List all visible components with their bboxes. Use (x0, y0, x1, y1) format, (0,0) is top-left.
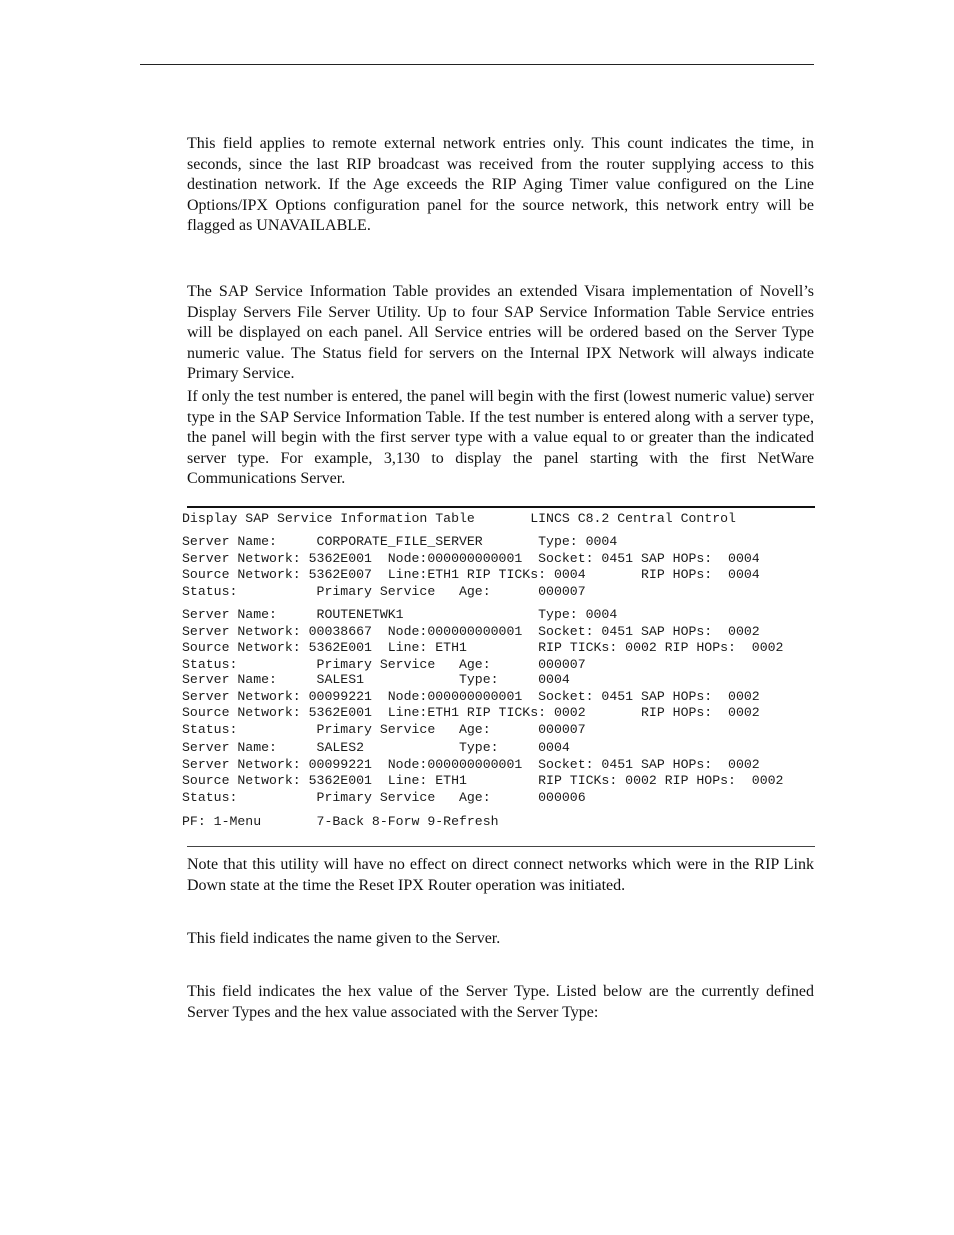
panel-header: Display SAP Service Information Table LINCS C8.2 Central Control (182, 511, 736, 526)
source-network-line: Source Network: 5362E001 Line:ETH1 RIP TICKs: 0002 RIP HOPs: 0002 (182, 705, 760, 721)
status-line: Status: Primary Service Age: 000007 (182, 583, 586, 599)
age-description: This field applies to remote external network entries only. This count indicates the time, in seconds, since the last RIP broadcast was received from the router supplying access to this destination network. If the Age exceeds the RIP Aging Timer value configured on the Line Options/IPX Options configuration panel for the source network, this network entry will be flagged as UNAVAILABLE. (187, 135, 814, 235)
server-name-description: This field indicates the name given to the Server. (187, 930, 501, 947)
source-network-line: Source Network: 5362E001 Line: ETH1 RIP TICKs: 0002 RIP HOPs: 0002 (182, 640, 784, 656)
server-network-line: Server Network: 00099221 Node:000000000001 Socket: 0451 SAP HOPs: 0002 (182, 756, 760, 772)
status-line: Status: Primary Service Age: 000007 (182, 721, 586, 737)
server-network-line: Server Network: 5362E001 Node:000000000001 Socket: 0451 SAP HOPs: 0004 (182, 550, 760, 566)
source-network-line: Source Network: 5362E001 Line: ETH1 RIP TICKs: 0002 RIP HOPs: 0002 (182, 773, 784, 789)
server-name-line: Server Name: SALES1 Type: 0004 (182, 672, 570, 687)
reset-note: Note that this utility will have no effect on direct connect networks which were in the RIP Link Down state at the time the Reset IPX Router operation was initiated. (187, 856, 814, 894)
server-network-line: Server Network: 00038667 Node:000000000001 Socket: 0451 SAP HOPs: 0002 (182, 623, 760, 639)
test-number-description: If only the test number is entered, the panel will begin with the first (lowest numeric value) server type in the SAP Service Information Table. If the test number is entered along with a server type, the panel will begin with the first server type with a value equal to or greater than the indicated server type. For example, 3,130 to display the panel starting with the first NetWare Communications Server. (187, 388, 814, 488)
server-name-line: Server Name: SALES2 Type: 0004 (182, 740, 570, 755)
panel-top-rule (187, 506, 815, 508)
status-line: Status: Primary Service Age: 000006 (182, 789, 586, 805)
server-network-line: Server Network: 00099221 Node:000000000001 Socket: 0451 SAP HOPs: 0002 (182, 688, 760, 704)
status-line: Status: Primary Service Age: 000007 (182, 656, 586, 672)
server-name-line: Server Name: CORPORATE_FILE_SERVER Type: 0004 (182, 534, 618, 549)
header-rule (140, 64, 814, 65)
server-type-description: This field indicates the hex value of the Server Type. Listed below are the currently defined Server Types and the hex value associated with the Server Type: (187, 983, 814, 1021)
server-entry-1 (182, 534, 760, 600)
panel-bottom-rule (187, 846, 815, 847)
source-network-line: Source Network: 5362E007 Line:ETH1 RIP TICKs: 0004 RIP HOPs: 0004 (182, 567, 760, 583)
server-entry-3 (182, 672, 760, 738)
server-entry-4 (182, 740, 783, 806)
server-name-line: Server Name: ROUTENETWK1 Type: 0004 (182, 607, 618, 622)
sap-table-intro: The SAP Service Information Table provides an extended Visara implementation of Novell’s Display Servers File Server Utility. Up to four SAP Service Information Table Service entries will be displayed on each panel. All Service entries will be ordered based on the Server Type numeric value. The Status field for servers on the Internal IPX Network will always indicate Primary Service. (187, 283, 814, 383)
pf-key-footer: PF: 1-Menu 7-Back 8-Forw 9-Refresh (182, 814, 499, 829)
server-entry-2 (182, 607, 783, 673)
